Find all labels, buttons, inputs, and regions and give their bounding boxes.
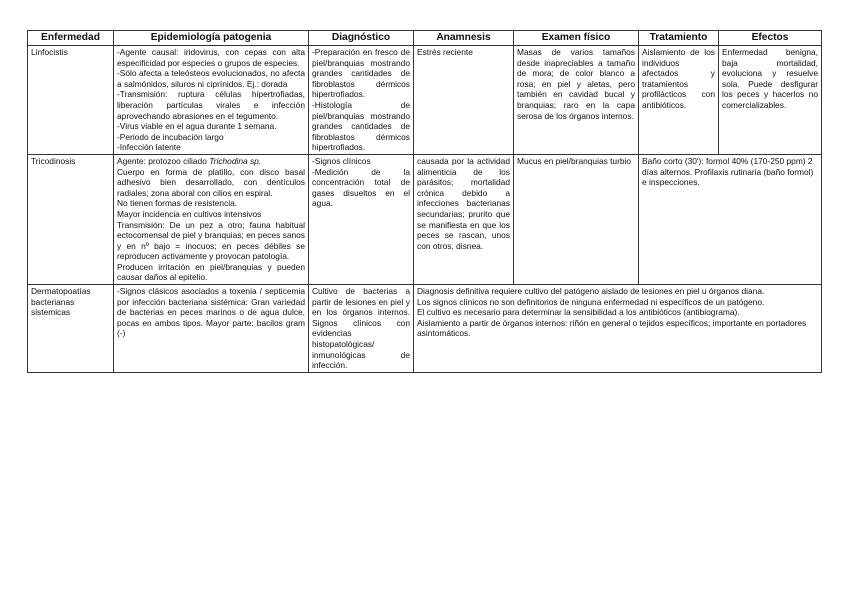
col-header-exam: Examen físico bbox=[514, 31, 639, 46]
epidemiology-line: Cuerpo en forma de platillo, con disco basal adhesivo bien desarrollado, con dentículos radiales; zona aboral con cilios en espiral. bbox=[117, 166, 305, 198]
diagnosis-cell bbox=[309, 154, 414, 284]
exam-cell: Mucus en piel/branquias turbio bbox=[514, 154, 639, 284]
effects-cell: Enfermedad benigna, baja mortalidad, evoluciona y resuelve sola. Puede desfigurar los peces y hacerlos no comercializables. bbox=[719, 46, 822, 155]
epidemiology-line: -Sólo afecta a teleósteos evolucionados, no afecta a salmónidos, siluros ni ciprínidos. Ej.: dorada bbox=[117, 68, 305, 89]
table-row bbox=[28, 46, 822, 155]
diagnosis-line: -Histología de piel/branquias mostrando grandes cantidades de fibroblastos dérmicos hipertrofiados. bbox=[312, 99, 410, 153]
epidemiology-line: No tienen formas de resistencia. bbox=[117, 198, 238, 209]
epidemiology-line: -Virus viable en el agua durante 1 semana. bbox=[117, 121, 277, 132]
disease-name: Linfocistis bbox=[28, 46, 114, 155]
diagnosis-cell bbox=[309, 46, 414, 155]
col-header-anamnesis: Anamnesis bbox=[414, 31, 514, 46]
col-header-effects: Efectos bbox=[719, 31, 822, 46]
treatment-effects-cell: Baño corto (30'): formol 40% (170-250 ppm) 2 días alternos. Profilaxis rutinaria (baño formol) e inspecciones. bbox=[639, 154, 822, 284]
epidemiology-cell bbox=[114, 154, 309, 284]
disease-name: Tricodinosis bbox=[28, 154, 114, 284]
epidemiology-line: -Transmisión: ruptura células hipertrofiadas, liberación partículas virales e infección aprovechando abrasiones en el tegumento. bbox=[117, 89, 305, 121]
epidemiology-cell: -Signos clásicos asociados a toxenia / septicemia por infección bacteriana sistémica: Gran variedad de bacterias en peces marinos o de agua dulce, pocas en ambos tipos. Mayor parte: bacilos gram (-) bbox=[114, 285, 309, 373]
disease-table bbox=[27, 30, 822, 373]
notes-cell bbox=[414, 285, 822, 373]
epidemiology-line: Mayor incidencia en cultivos intensivos bbox=[117, 208, 262, 219]
epidemiology-line: Transmisión: De un pez a otro; fauna habitual ectocomensal de piel y branquias; en peces sanos y en nº bajo = inocuos; en peces débiles se reproducen activamente y provocan patología. bbox=[117, 219, 305, 262]
epidemiology-line: -Periodo de incubación largo bbox=[117, 131, 224, 142]
epidemiology-line: -Agente causal: iridovirus, con cepas con alta especificidad por especies o grupos de especies. bbox=[117, 47, 305, 68]
note-line: El cultivo es necesario para determinar la sensibilidad a los antibióticos (antibiograma). bbox=[417, 307, 740, 318]
anamnesis-cell: Estrés reciente bbox=[414, 46, 514, 155]
epidemiology-cell bbox=[114, 46, 309, 155]
epidemiology-line: Producen irritación en piel/branquias y pueden causar daños al epitelio. bbox=[117, 261, 305, 283]
col-header-treatment: Tratamiento bbox=[639, 31, 719, 46]
note-line: Los signos clínicos no son definitorios de ninguna enfermedad ni específicos de un patógeno. bbox=[417, 296, 765, 307]
anamnesis-cell: causada por la actividad alimenticia de los parásitos; mortalidad crónica debido a infecciones bacterianas secundarias; prurito que se manifiesta en que los peces se rascan, unos con otros, disnea. bbox=[414, 154, 514, 284]
col-header-epidemiology: Epidemiología patogenia bbox=[114, 31, 309, 46]
exam-cell: Masas de varios tamaños desde inapreciables a tamaño de mora; de color blanco a rosa; en piel y aletas, pero también en cavidad bucal y branquias; raro en la capa serosa de los órganos internos. bbox=[514, 46, 639, 155]
diagnosis-line: -Signos clínicos bbox=[312, 155, 371, 166]
note-line: Aislamiento a partir de órganos internos: riñón en general o tejidos específicos; importante en portadores asintomáticos. bbox=[417, 317, 807, 339]
epidemiology-agent: Agente: protozoo ciliado Trichodina sp. bbox=[117, 155, 262, 166]
table-row bbox=[28, 154, 822, 284]
diagnosis-line: -Medición de la concentración total de gases disueltos en el agua. bbox=[312, 166, 410, 209]
col-header-diagnosis: Diagnóstico bbox=[309, 31, 414, 46]
diagnosis-cell: Cultivo de bacterias a partir de lesiones en piel y en los órganos internos. Signos clínicos con evidencias histopatológicas/ inmunológicas de infección. bbox=[309, 285, 414, 373]
header-row bbox=[28, 31, 822, 46]
treatment-cell: Aislamiento de los individuos afectados y tratamientos profilácticos con antibióticos. bbox=[639, 46, 719, 155]
col-header-disease: Enfermedad bbox=[28, 31, 114, 46]
note-line: Diagnosis definitiva requiere cultivo del patógeno aislado de lesiones en piel u órganos diana. bbox=[417, 286, 765, 297]
disease-name: Dermatopoatías bacterianas sistemicas bbox=[28, 285, 114, 373]
species-name: Trichodina sp. bbox=[209, 155, 262, 166]
epidemiology-line: -Infección latente bbox=[117, 142, 181, 153]
table-row bbox=[28, 285, 822, 373]
diagnosis-line: -Preparación en fresco de piel/branquias mostrando grandes cantidades de fibroblastos dérmicos hipertrofiados. bbox=[312, 47, 410, 100]
